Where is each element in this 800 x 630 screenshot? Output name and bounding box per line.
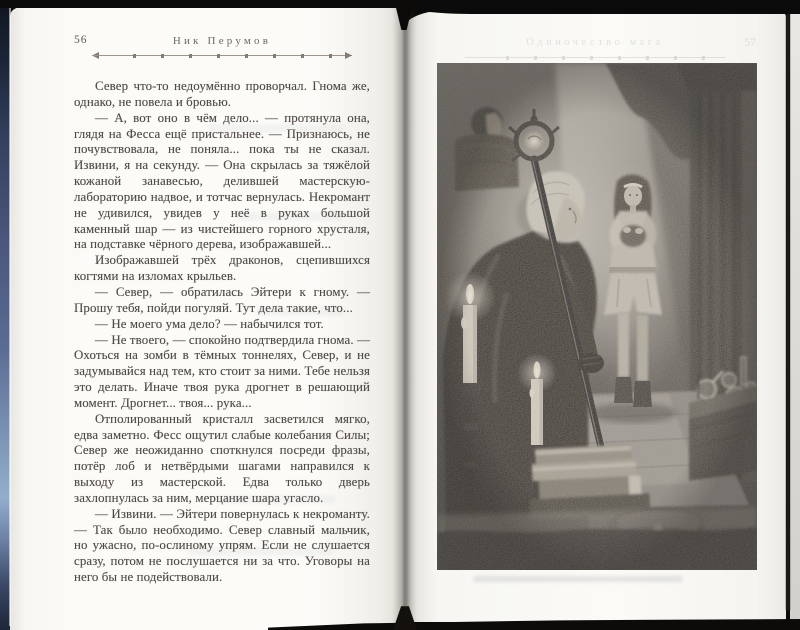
page-stack-side — [790, 13, 800, 620]
paragraph: Изображавшей трёх драконов, сцепившихся когтями на изломах крыльев. — [74, 253, 370, 284]
page-edge-highlight — [9, 6, 11, 626]
showthrough-artifact — [238, 212, 343, 221]
paragraph: — Не твоего, — спокойно подтвердила гнома. — Охоться на зомби в тёмных тоннелях, Север, и не задумывайся над тем, кто стоит за ними. Тебе нельзя это делать. Иначе твоя рука дрогнет в решающий момент. Дрогнет... твоя... рука... — [74, 332, 370, 410]
body-text — [74, 79, 370, 586]
showthrough-artifact — [256, 307, 344, 316]
showthrough-artifact — [473, 576, 683, 582]
page-number-right-faint: 57 — [744, 37, 756, 49]
paragraph: — Не моего ума дело? — набычился тот. — [95, 316, 324, 331]
showthrough-artifact — [188, 547, 333, 556]
left-page-content — [10, 7, 403, 630]
page-number-left: 56 — [74, 34, 88, 46]
paragraph: Отполированный кристалл засветился мягко, едва заметно. Фесс ощутил слабые колебания Силы; Север же неожиданно споткнулся посреди фразы, потёр лоб и нетвёрдыми шагами направился к выходу из мастерской. Едва только дверь захлопнулась за ним, мерцание шара угасло. — [74, 411, 370, 505]
ornament-rule — [92, 52, 352, 59]
paragraph: — Север, — обратилась Эйтери к гному. — Прошу тебя, пойди погуляй. Тут дела такие, что... — [74, 284, 370, 315]
gutter-shadow — [393, 7, 417, 623]
ornament-arrow-right — [345, 52, 352, 59]
running-head-title-faint: Одиночество мага — [526, 37, 664, 48]
right-page-content — [403, 10, 786, 622]
vignette — [437, 63, 757, 570]
paragraph: Север что-то недоумённо проворчал. Гнома же, однако, не повела и бровью. — [74, 79, 370, 109]
book-illustration — [437, 63, 757, 570]
running-head-author: Ник Перумов — [172, 35, 272, 47]
paragraph: — Извини. — Эйтери повернулась к некроманту. — Так было необходимо. Север славный мальчик, но ужасно, по-ослиному упрям. Если не слушается сразу, потом не послушается ни за что. Уговоры на него бы не подействовали. — [74, 506, 370, 585]
paragraph: — А, вот оно в чём дело... — протянула она, глядя на Фесса ещё пристальнее. — Признаюсь, не почувствовала, не поняла... пока ты не сказал. Извини, я на секунду. — Она скрылась за тяжёлой кожаной занавесью, делившей мастерскую-лабораторию надвое, и тотчас вернулась. Некромант не удивился, увидев у неё в руках большой каменный шар — из чистейшего горного хрусталя, на подставке чёрного дерева, изображавшей... — [74, 110, 370, 252]
photo-top-edge-right — [400, 0, 800, 14]
showthrough-artifact — [208, 124, 343, 133]
showthrough-artifact — [215, 495, 335, 504]
page-block-edge — [786, 13, 790, 611]
ornament-rule-faint — [465, 54, 725, 61]
